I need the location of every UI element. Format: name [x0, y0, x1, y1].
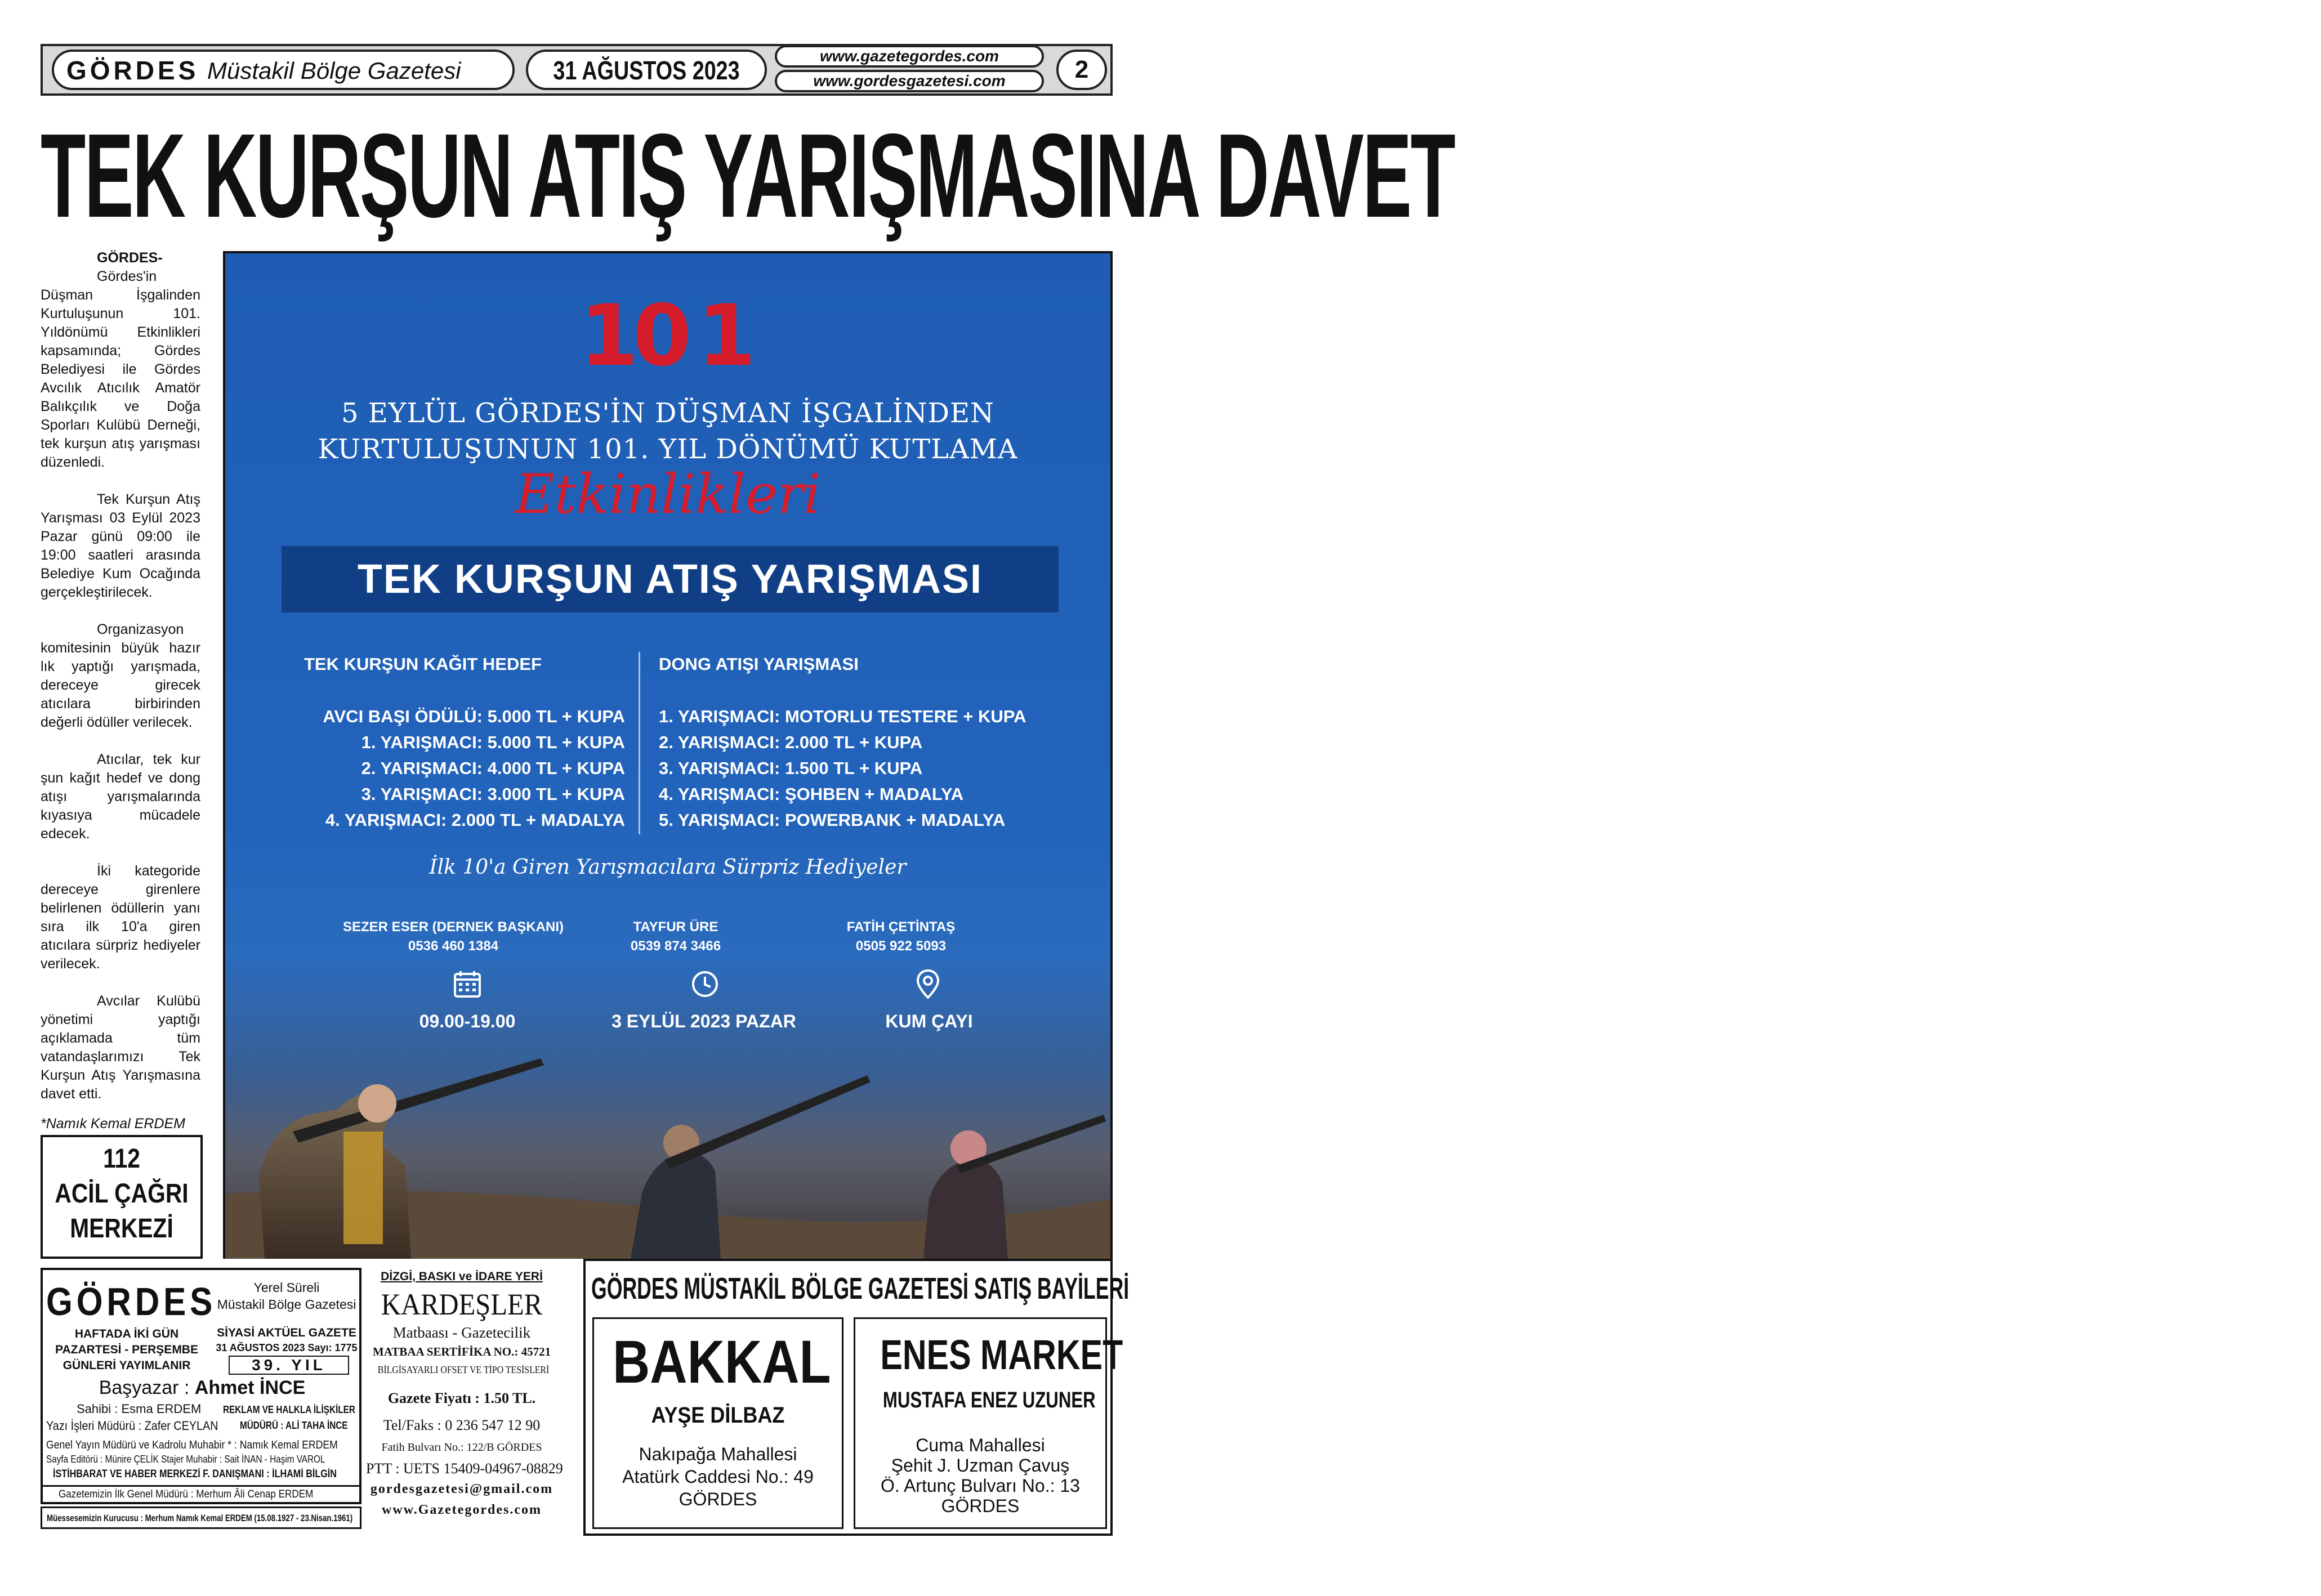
masthead-founder: Müessesemizin Kurucusu : Merhum Namık Kemal ERDEM (15.08.1927 - 23.Nisan.1961)	[47, 1513, 353, 1523]
dong-prize: 5. YARIŞMACI: POWERBANK + MADALYA	[659, 810, 1006, 830]
header-url-1[interactable]: www.gazetegordes.com	[820, 47, 999, 65]
paper-target-title: TEK KURŞUN KAĞIT HEDEF	[304, 654, 542, 674]
printer-address: Fatih Bulvarı No.: 122/B GÖRDES	[381, 1441, 542, 1454]
poster-surprise: İlk 10'a Giren Yarışmacılara Sürpriz Hediyeler	[429, 856, 907, 879]
contact-name: SEZER ESER (DERNEK BAŞKANI)	[342, 919, 564, 935]
masthead	[41, 1268, 361, 1504]
emergency-number: 112	[103, 1144, 140, 1174]
printer-phone: Tel/Faks : 0 236 547 12 90	[383, 1417, 541, 1433]
printer-email[interactable]: gordesgazetesi@gmail.com	[370, 1482, 554, 1496]
masthead-ads-manager: MÜDÜRÜ : ALİ TAHA İNCE	[240, 1420, 348, 1431]
paper-target-prize: 3. YARIŞMACI: 3.000 TL + KUPA	[361, 784, 625, 804]
dealer-address: Şehit J. Uzman Çavuş	[891, 1455, 1070, 1476]
masthead-separator	[43, 1485, 361, 1487]
article-dateline: GÖRDES-	[97, 250, 163, 266]
emergency-line2: ACİL ÇAĞRI	[55, 1179, 189, 1209]
paper-target-prize: 2. YARIŞMACI: 4.000 TL + KUPA	[361, 758, 625, 778]
masthead-issue: 31 AĞUSTOS 2023 Sayı: 1775	[216, 1342, 358, 1353]
masthead-freq1: HAFTADA İKİ GÜN	[74, 1327, 179, 1340]
header-brand: GÖRDES	[66, 56, 199, 85]
dealer-address: Atatürk Caddesi No.: 49	[622, 1467, 814, 1487]
poster-banner	[282, 546, 1059, 613]
masthead-type1: Yerel Süreli	[253, 1280, 320, 1295]
brand-pill	[52, 50, 515, 90]
dealer-name: BAKKAL	[613, 1327, 831, 1396]
masthead-owner: Sahibi : Esma ERDEM	[77, 1402, 202, 1416]
contact-phone: 0539 874 3466	[630, 938, 721, 954]
masthead-brand: GÖRDES	[46, 1280, 217, 1324]
printer-tech: BİLGİSAYARLI OFSET VE TİPO TESİSLERİ	[377, 1364, 550, 1375]
dong-prize: 1. YARIŞMACI: MOTORLU TESTERE + KUPA	[659, 707, 1026, 726]
poster-banner-text: TEK KURŞUN ATIŞ YARIŞMASI	[357, 557, 983, 602]
masthead-type2: Müstakil Bölge Gazetesi	[217, 1297, 356, 1312]
dong-prize: 2. YARIŞMACI: 2.000 TL + KUPA	[659, 732, 923, 752]
masthead-chief-row	[43, 1377, 361, 1399]
dealer-address: Cuma Mahallesi	[916, 1435, 1045, 1455]
contact	[586, 918, 766, 956]
printer-sub: Matbaası - Gazetecilik	[392, 1324, 531, 1341]
headline-wrap	[41, 109, 1454, 245]
masthead-freq3: GÜNLERİ YAYIMLANIR	[63, 1359, 191, 1372]
dealer-address: GÖRDES	[941, 1496, 1020, 1516]
article-paragraph: İki kategoride dereceye girenlere belirlenen ödüllerin yanı sıra ilk 10'a giren atıcılara sürpriz hediyeler verilecek.	[41, 863, 200, 972]
dealer-card-enes	[854, 1317, 1123, 1529]
masthead-intel: İSTİHBARAT VE HABER MERKEZİ F. DANIŞMANI : İLHAMİ BİLGİN	[53, 1468, 337, 1480]
masthead-page-editor: Sayfa Editörü : Münire ÇELİK Stajer Muhabir : Sait İNAN - Haşim VAROL	[46, 1454, 325, 1465]
article-paragraph: Organizasyon komitesinin büyük hazır lık yaptığı yarışmada, dereceye girecek atıcılara birbirinden değerli ödüller verilecek.	[41, 622, 200, 730]
dealers-title-wrap	[591, 1271, 1130, 1306]
contact-name: FATİH ÇETİNTAŞ	[846, 919, 956, 935]
dealer-owner: AYŞE DİLBAZ	[651, 1403, 785, 1428]
header-date: 31 AĞUSTOS 2023	[553, 56, 740, 85]
article-author: *Namık Kemal ERDEM	[41, 1116, 185, 1132]
prize-list-dong	[659, 654, 1098, 833]
dealer-owner: MUSTAFA ENEZ UZUNER	[882, 1388, 1096, 1412]
article	[41, 249, 200, 1133]
masthead-ads-label: REKLAM VE HALKLA İLİŞKİLER	[223, 1404, 355, 1415]
poster-script: Etkinlikleri	[515, 463, 821, 526]
masthead-freq2: PAZARTESİ - PERŞEMBE	[55, 1343, 198, 1356]
masthead-kind: SİYASİ AKTÜEL GAZETE	[217, 1326, 356, 1339]
article-paragraph: Avcılar Kulübü yönetimi yaptığı açıklamada tüm vatandaşlarımızı Tek Kurşun Atış Yarışmasına davet etti.	[41, 993, 200, 1102]
event-date: 3 EYLÜL 2023 PAZAR	[612, 1011, 796, 1031]
masthead-chief-label: Başyazar :	[99, 1377, 190, 1398]
contact	[321, 918, 586, 956]
contact-name: TAYFUR ÜRE	[633, 919, 718, 935]
url-pill-2[interactable]	[775, 70, 1044, 92]
location-pin-icon	[914, 968, 941, 1000]
poster-line1: 5 EYLÜL GÖRDES'İN DÜŞMAN İŞGALİNDEN	[341, 397, 995, 429]
date-pill	[526, 50, 767, 90]
masthead-first-gm: Gazetemizin İlk Genel Müdürü : Merhum Âli Cenap ERDEM	[59, 1488, 314, 1500]
dealer-name: ENES MARKET	[880, 1331, 1123, 1378]
paper-target-prize: 4. YARIŞMACI: 2.000 TL + MADALYA	[325, 810, 625, 830]
page-number: 2	[1074, 56, 1089, 83]
article-paragraph: Gördes'in Düşman İşgalinden Kurtuluşunun 101. Yıldönümü Etkinlikleri kapsamında; Gördes Belediyesi ile Gördes Avcılık Atıcılık Amatör Balıkçılık ve Doğa Sporları Kulübü Derneği, tek kurşun atış yarışması düzenledi.	[41, 269, 200, 470]
event-place: KUM ÇAYI	[885, 1011, 973, 1031]
masthead-year: 39. YIL	[229, 1356, 349, 1375]
masthead-chief: Ahmet İNCE	[194, 1377, 306, 1398]
emergency-line3: MERKEZİ	[70, 1214, 173, 1244]
dealer-card-bakkal	[592, 1317, 843, 1529]
emergency-box	[41, 1135, 203, 1259]
printer-cert: MATBAA SERTİFİKA NO.: 45721	[372, 1345, 551, 1358]
logo-digits-left: 10	[579, 287, 686, 385]
dong-prize: 3. YARIŞMACI: 1.500 TL + KUPA	[659, 758, 923, 778]
dealers-title: GÖRDES MÜSTAKİL BÖLGE GAZETESİ SATIŞ BAYİLERİ	[591, 1272, 1130, 1306]
prize-list-paper-target	[259, 654, 625, 833]
contact-phone: 0536 460 1384	[408, 938, 499, 954]
printer-price: Gazete Fiyatı : 1.50 TL.	[387, 1390, 536, 1406]
printer-label: DİZGİ, BASKI ve İDARE YERİ	[381, 1270, 543, 1283]
article-paragraph: Tek Kurşun Atış Yarışması 03 Eylül 2023 Pazar günü 09:00 ile 19:00 saatleri arasında Belediye Kum Ocağında gerçekleştirilecek.	[41, 491, 200, 600]
dealer-address: Nakıpağa Mahallesi	[639, 1444, 797, 1464]
page-header	[41, 44, 1113, 96]
dealers-box	[583, 1259, 1130, 1536]
masthead-editor: Yazı İşleri Müdürü : Zafer CEYLAN	[46, 1419, 218, 1433]
headline: TEK KURŞUN ATIŞ YARIŞMASINA DAVET	[41, 109, 1454, 242]
dealer-address: GÖRDES	[679, 1489, 757, 1509]
dong-prize: 4. YARIŞMACI: ŞOHBEN + MADALYA	[659, 784, 964, 804]
poster-line2: KURTULUŞUNUN 101. YIL DÖNÜMÜ KUTLAMA	[318, 433, 1018, 465]
paper-target-prize: AVCI BAŞI ÖDÜLÜ: 5.000 TL + KUPA	[323, 707, 625, 726]
header-url-2[interactable]: www.gordesgazetesi.com	[813, 72, 1006, 90]
founder-box	[41, 1506, 361, 1529]
dealer-address: Ö. Artunç Bulvarı No.: 13	[881, 1476, 1080, 1496]
event-poster	[223, 251, 1113, 1259]
logo-digits-right: 1	[697, 287, 756, 385]
shooters-photo	[225, 1053, 1110, 1259]
masthead-gen-manager: Genel Yayın Müdürü ve Kadrolu Muhabir * : Namık Kemal ERDEM	[46, 1439, 338, 1451]
masthead-frequency	[45, 1326, 208, 1374]
masthead-type	[212, 1279, 361, 1313]
event-time: 09.00-19.00	[419, 1011, 516, 1031]
calendar-icon	[453, 969, 482, 999]
contact-phone: 0505 922 5093	[855, 938, 947, 954]
poster-logo	[225, 287, 1110, 385]
article-paragraph: Atıcılar, tek kur şun kağıt hedef ve dong atışı yarışmalarında kıyasıya mücadele edecek.	[41, 752, 200, 842]
header-subtitle: Müstakil Bölge Gazetesi	[207, 57, 461, 84]
poster-divider	[639, 652, 640, 834]
printer-info	[366, 1270, 563, 1521]
printer-web[interactable]: www.Gazetegordes.com	[382, 1503, 542, 1517]
printer-name: KARDEŞLER	[381, 1287, 543, 1321]
paper-target-prize: 1. YARIŞMACI: 5.000 TL + KUPA	[361, 732, 625, 752]
url-pill-1[interactable]	[775, 45, 1044, 68]
printer-uets: PTT : UETS 15409-04967-08829	[366, 1460, 563, 1477]
page-number-pill	[1056, 50, 1107, 90]
clock-icon	[690, 969, 720, 999]
contact	[800, 918, 1002, 956]
dong-title: DONG ATIŞI YARIŞMASI	[659, 654, 859, 674]
